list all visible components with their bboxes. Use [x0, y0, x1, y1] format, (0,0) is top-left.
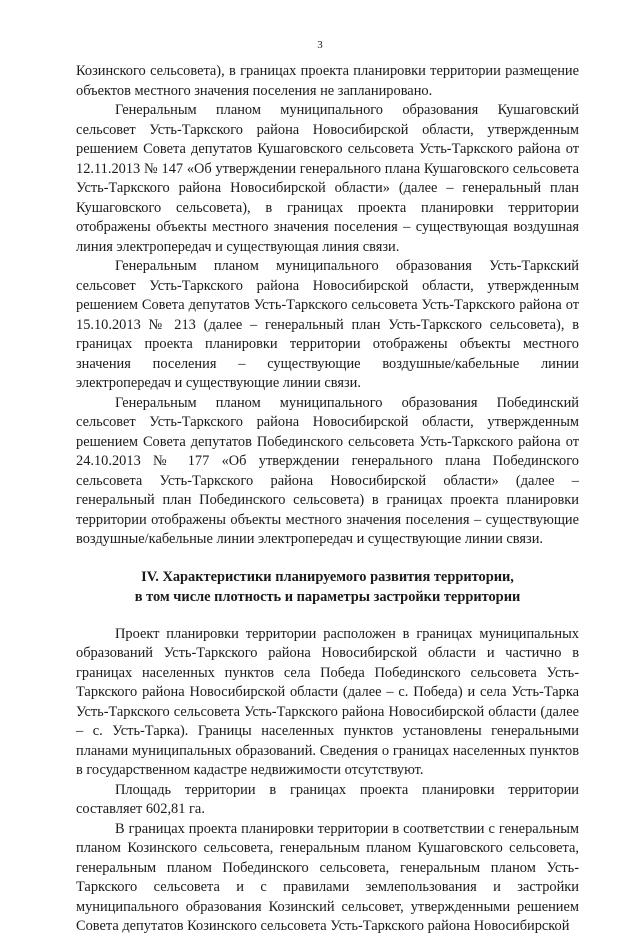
paragraph-kushagovsky-plan: Генеральным планом муниципального образования Кушаговский сельсовет Усть-Таркского района Новосибирской области, утвержденным решением Совета депутатов Кушаговского сельсовета Усть-Таркского района от 12.11.2013 № 147 «Об утверждении генерального плана Кушаговского сельсовета Усть-Таркского района Новосибирской области» (далее – генеральный план Кушаговского сельсовета), в границах проекта планировки территории отображены объекты местного значения поселения – существующая воздушная линия электропередач и существующая линия связи. — [76, 102, 579, 255]
paragraph-pobedinsky-plan: Генеральным планом муниципального образования Побединский сельсовет Усть-Таркского района Новосибирской области, утвержденным решением Совета депутатов Побединского сельсовета Усть-Таркского района от 24.10.2013 № 177 «Об утверждении генерального плана Побединского сельсовета Усть-Таркского района Новосибирской области» (далее – генеральный план Побединского сельсовета) в границах проекта планировки территории отображены объекты местного значения поселения – существующие воздушные/кабельные линии электропередач и существующие линии связи. — [76, 394, 579, 547]
document-body — [76, 62, 579, 937]
paragraph-intro-continuation: Козинского сельсовета), в границах проекта планировки территории размещение объектов местного значения поселения не запланировано. — [76, 63, 579, 99]
section-heading-line-1: IV. Характеристики планируемого развития территории, — [141, 568, 514, 585]
paragraph-project-location: Проект планировки территории расположен в границах муниципальных образований Усть-Таркского района Новосибирской области и частично в границах населенных пунктов села Победа Побединского сельсовета Усть-Таркского района Новосибирской области (далее – с. Победа) и села Усть-Тарка Усть-Таркского сельсовета Усть-Таркского района Новосибирской области (далее – с. Усть-Тарка). Границы населенных пунктов установлены генеральными планами муниципальных образований. Сведения о границах населенных пунктов в государственном кадастре недвижимости отсутствуют. — [76, 625, 579, 778]
paragraph-planning-compliance: В границах проекта планировки территории в соответствии с генеральным планом Козинского сельсовета, генеральным планом Кушаговского сельсовета, генеральным планом Побединского сельсовета, генеральным планом Усть-Таркского сельсовета и с правилами землепользования и застройки муниципального образования Козинский сельсовет, утвержденными решением Совета депутатов Козинского сельсовета Усть-Таркского района Новосибирской — [76, 820, 579, 934]
section-heading — [76, 567, 579, 607]
paragraph-ust-tarka-plan: Генеральным планом муниципального образования Усть-Таркский сельсовет Усть-Таркского района Новосибирской области, утвержденным решением Совета депутатов Усть-Таркского сельсовета Усть-Таркского района от 15.10.2013 № 213 (далее – генеральный план Усть-Таркского сельсовета), в границах проекта планировки территории отображены объекты местного значения поселения – существующие воздушные/кабельные линии электропередач и существующие линии связи. — [76, 258, 579, 391]
paragraph-territory-area: Площадь территории в границах проекта планировки территории составляет 602,81 га. — [76, 781, 579, 817]
page-number: 3 — [317, 39, 323, 51]
section-heading-line-2: в том числе плотность и параметры застройки территории — [134, 588, 521, 605]
